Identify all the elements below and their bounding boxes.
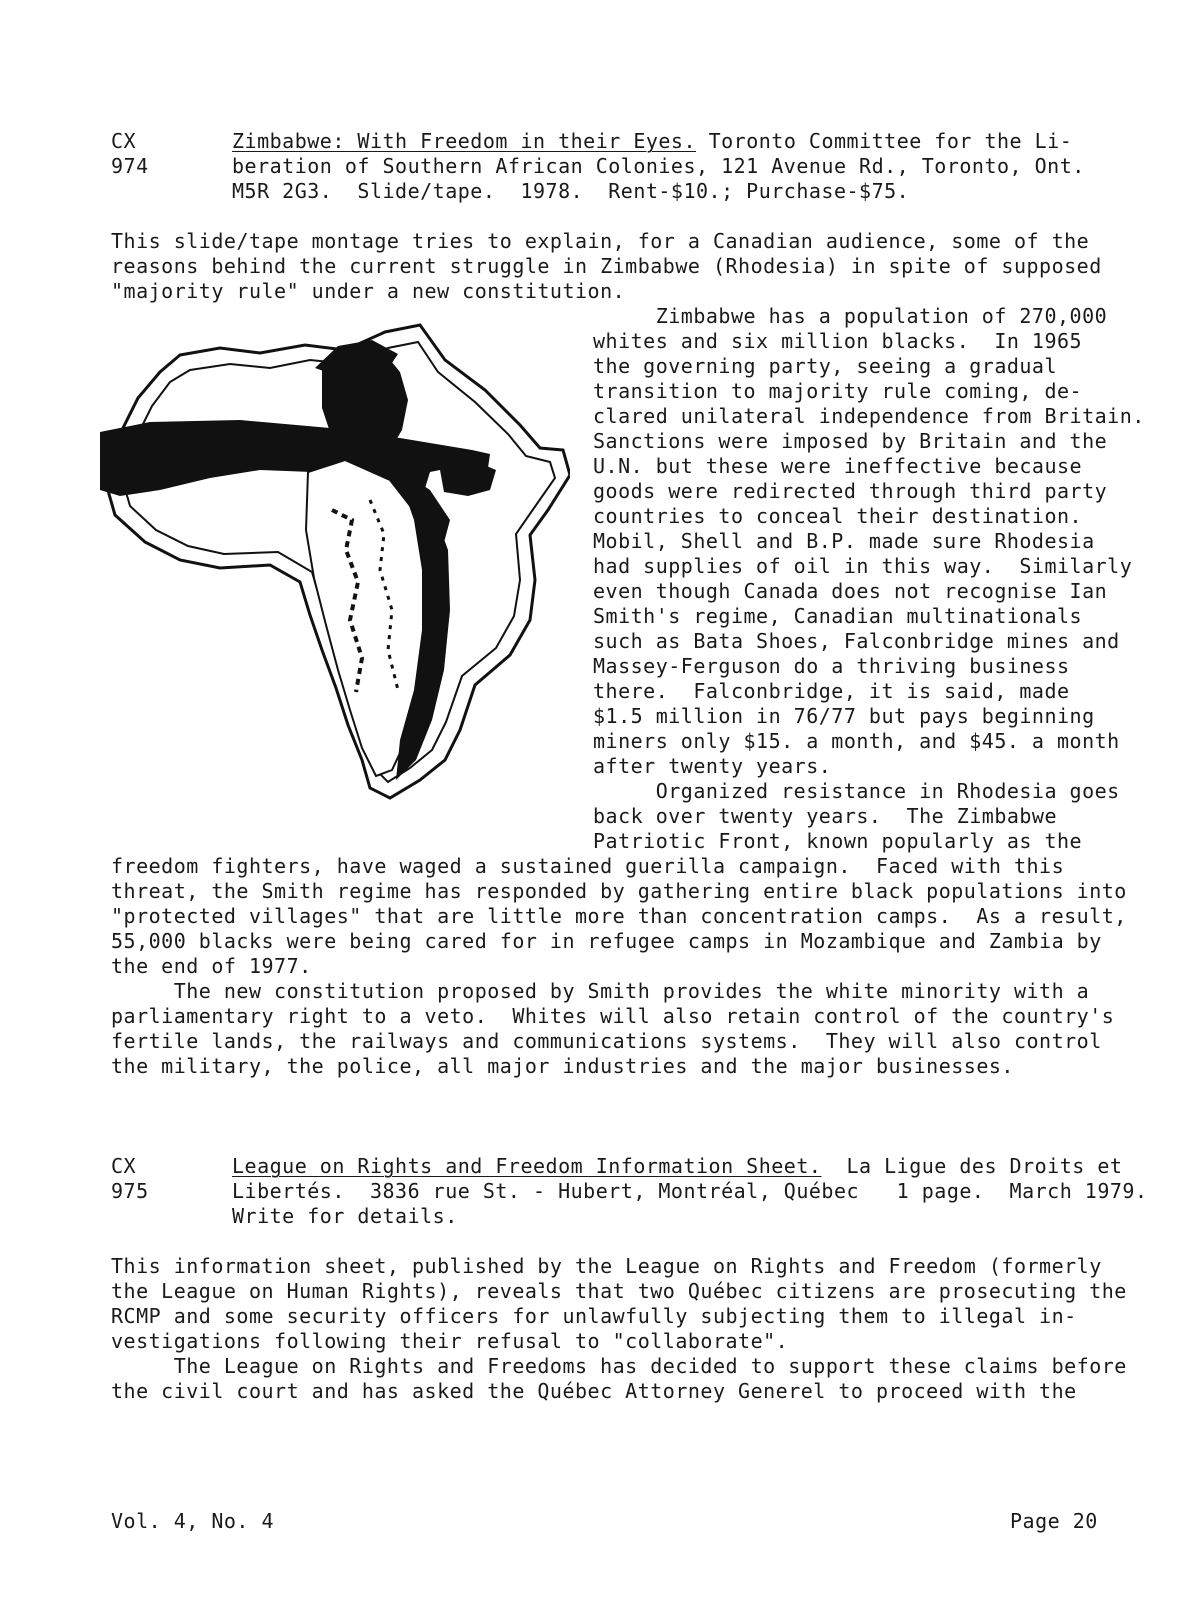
entry-code: CX (111, 1154, 137, 1178)
body-line: goods were redirected through third party (593, 479, 1108, 503)
body-line: Zimbabwe has a population of 270,000 (593, 304, 1108, 328)
body-line: the military, the police, all major industries and the major businesses. (111, 1054, 1014, 1078)
body-line: Mobil, Shell and B.P. made sure Rhodesia (593, 529, 1095, 553)
body-line: $1.5 million in 76/77 but pays beginning (593, 704, 1095, 728)
entry-citation-line (232, 1154, 1122, 1179)
body-line: reasons behind the current struggle in Zimbabwe (Rhodesia) in spite of supposed (111, 254, 1102, 278)
entry-title: League on Rights and Freedom Information Sheet. (232, 1154, 822, 1178)
body-line: such as Bata Shoes, Falconbridge mines and (593, 629, 1120, 653)
entry-citation-line: M5R 2G3. Slide/tape. 1978. Rent-$10.; Purchase-$75. (232, 179, 910, 203)
body-line: parliamentary right to a veto. Whites will also retain control of the country's (111, 1004, 1115, 1028)
body-line: after twenty years. (593, 754, 832, 778)
body-line: 55,000 blacks were being cared for in refugee camps in Mozambique and Zambia by (111, 929, 1102, 953)
africa-freedom-fighter-illustration (100, 320, 570, 820)
body-line: The League on Rights and Freedoms has decided to support these claims before (111, 1354, 1127, 1378)
entry-code: CX (111, 129, 137, 153)
body-line: "protected villages" that are little more than concentration camps. As a result, (111, 904, 1127, 928)
entry-citation-line (232, 129, 1072, 154)
body-line: vestigations following their refusal to "collaborate". (111, 1329, 789, 1353)
body-line: whites and six million blacks. In 1965 (593, 329, 1083, 353)
body-line: even though Canada does not recognise Ian (593, 579, 1108, 603)
entry-citation-line: Libertés. 3836 rue St. - Hubert, Montréal, Québec 1 page. March 1979. (232, 1179, 1148, 1203)
body-line: This information sheet, published by the League on Rights and Freedom (formerly (111, 1254, 1102, 1278)
body-line: there. Falconbridge, it is said, made (593, 679, 1070, 703)
body-line: the governing party, seeing a gradual (593, 354, 1058, 378)
entry-title: Zimbabwe: With Freedom in their Eyes. (232, 129, 697, 153)
body-line: fertile lands, the railways and communications systems. They will also control (111, 1029, 1102, 1053)
body-line: the League on Human Rights), reveals that two Québec citizens are prosecuting the (111, 1279, 1127, 1303)
body-line: countries to conceal their destination. (593, 504, 1083, 528)
entry-citation-text: Toronto Committee for the Li- (696, 129, 1073, 153)
entry-citation-line: beration of Southern African Colonies, 121 Avenue Rd., Toronto, Ont. (232, 154, 1085, 178)
body-line: threat, the Smith regime has responded by gathering entire black populations into (111, 879, 1127, 903)
body-line: transition to majority rule coming, de- (593, 379, 1083, 403)
entry-number: 974 (111, 154, 149, 178)
body-line: the end of 1977. (111, 954, 312, 978)
body-line: Smith's regime, Canadian multinationals (593, 604, 1083, 628)
body-line: U.N. but these were ineffective because (593, 454, 1083, 478)
body-line: "majority rule" under a new constitution. (111, 279, 626, 303)
body-line: Organized resistance in Rhodesia goes (593, 779, 1120, 803)
body-line: Massey-Ferguson do a thriving business (593, 654, 1070, 678)
body-line: had supplies of oil in this way. Similarly (593, 554, 1133, 578)
body-line: the civil court and has asked the Québec Attorney Generel to proceed with the (111, 1379, 1077, 1403)
body-line: The new constitution proposed by Smith provides the white minority with a (111, 979, 1090, 1003)
body-line: Patriotic Front, known popularly as the (593, 829, 1083, 853)
footer-page-number: Page 20 (1010, 1509, 1098, 1533)
body-line: This slide/tape montage tries to explain, for a Canadian audience, some of the (111, 229, 1090, 253)
body-line: clared unilateral independence from Britain. (593, 404, 1145, 428)
body-line: back over twenty years. The Zimbabwe (593, 804, 1058, 828)
body-line: freedom fighters, have waged a sustained guerilla campaign. Faced with this (111, 854, 1065, 878)
body-line: miners only $15. a month, and $45. a month (593, 729, 1120, 753)
entry-citation-line: Write for details. (232, 1204, 458, 1228)
body-line: RCMP and some security officers for unlawfully subjecting them to illegal in- (111, 1304, 1077, 1328)
body-line: Sanctions were imposed by Britain and the (593, 429, 1108, 453)
footer-volume: Vol. 4, No. 4 (111, 1509, 275, 1533)
entry-citation-text: La Ligue des Droits et (821, 1154, 1123, 1178)
entry-number: 975 (111, 1179, 149, 1203)
